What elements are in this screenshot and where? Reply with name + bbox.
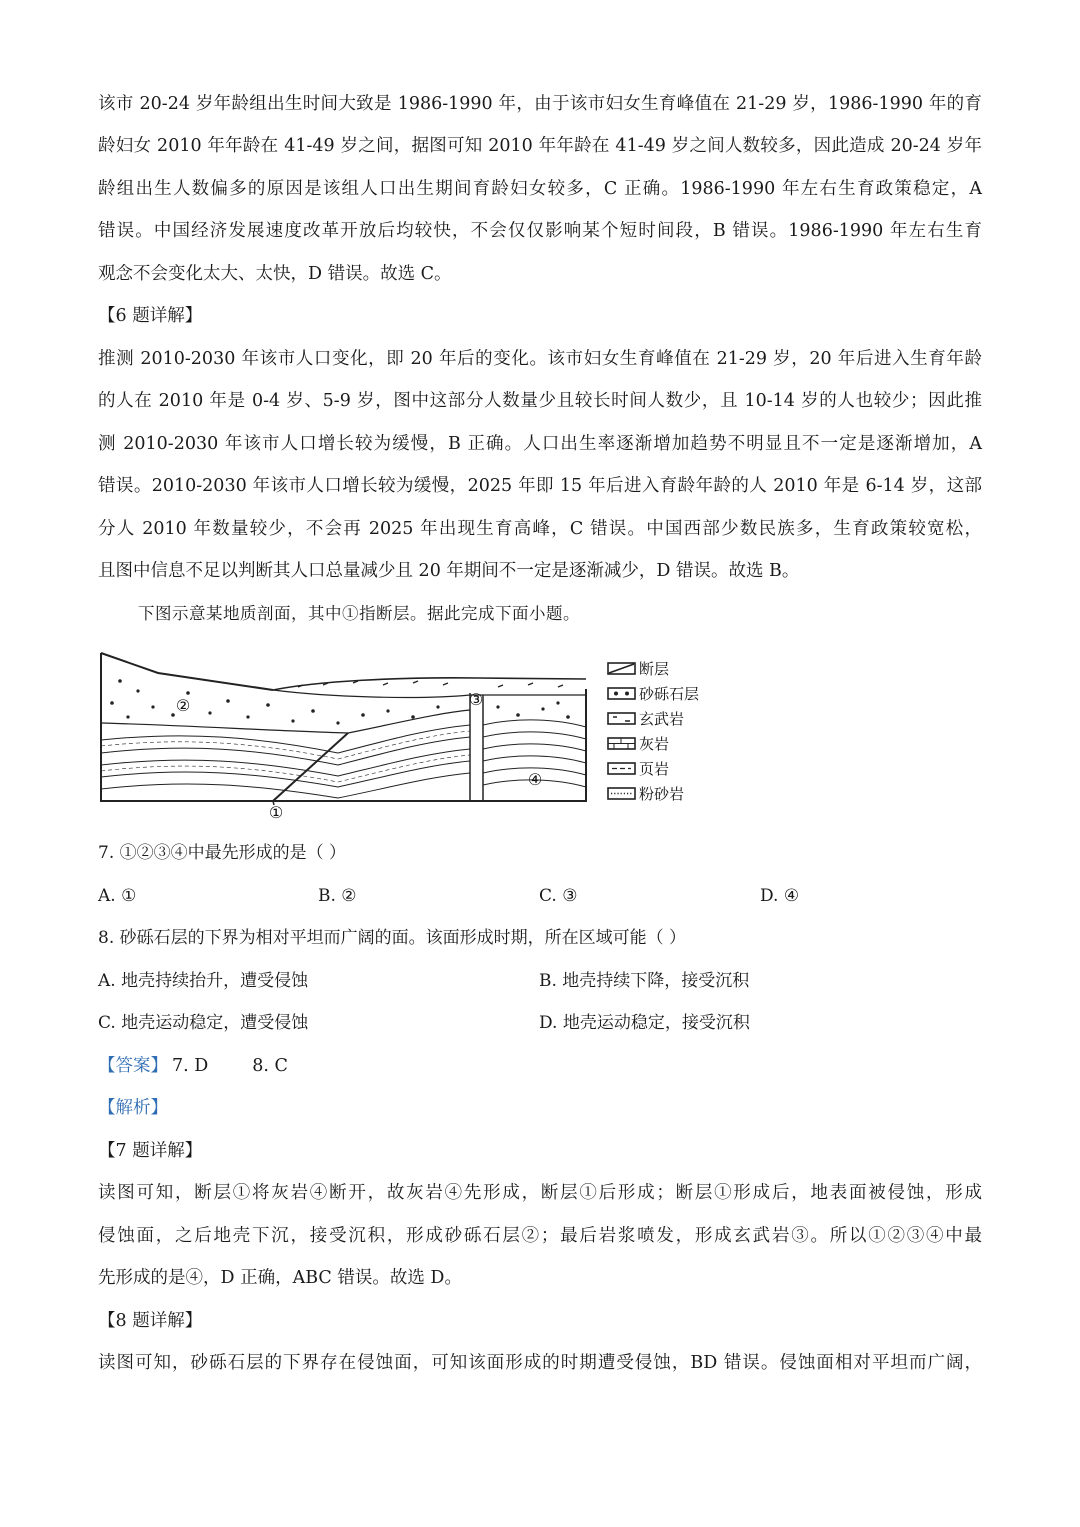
q7-stem: 7. ①②③④中最先形成的是（ ）: [98, 843, 347, 863]
legend-gravel: [608, 685, 699, 703]
marker-4: ④: [527, 770, 543, 789]
svg-text:页岩: 页岩: [639, 760, 670, 778]
q8-option-c: C. 地壳运动稳定，遭受侵蚀: [98, 1013, 309, 1033]
q7-heading: 【7 题详解】: [98, 1141, 203, 1161]
answer-8: 8. C: [252, 1056, 288, 1076]
para6-line-4: 错误。2010-2030 年该市人口增长较为缓慢，2025 年即 15 年后进入育龄年龄的人 2010 年是 6-14 岁，这部: [98, 476, 982, 496]
para5-line-4: 错误。中国经济发展速度改革开放后均较快，不会仅仅影响某个短时间段，B 错误。1986-1990 年左右生育: [98, 221, 982, 241]
q7-option-d: D. ④: [760, 886, 800, 906]
para6-line-5: 分人 2010 年数量较少，不会再 2025 年出现生育高峰，C 错误。中国西部少数民族多，生育政策较宽松，: [98, 519, 982, 539]
para5-line-1: 该市 20-24 岁年龄组出生时间大致是 1986-1990 年，由于该市妇女生育峰值在 21-29 岁，1986-1990 年的育: [98, 94, 982, 114]
para5-line-2: 龄妇女 2010 年年龄在 41-49 岁之间，据图可知 2010 年年龄在 41-49 岁之间人数较多，因此造成 20-24 岁年: [98, 136, 982, 156]
para6-line-1: 推测 2010-2030 年该市人口变化，即 20 年后的变化。该市妇女生育峰值在 21-29 岁，20 年后进入生育年龄: [98, 349, 982, 369]
figure-intro: 下图示意某地质剖面，其中①指断层。据此完成下面小题。: [138, 604, 580, 623]
answer-line: [98, 1054, 288, 1078]
svg-text:砂砾石层: 砂砾石层: [639, 685, 700, 703]
q7-option-a: A. ①: [98, 886, 137, 906]
para6-line-2: 的人在 2010 年是 0-4 岁、5-9 岁，图中这部分人数量少且较长时间人数少，且 10-14 岁的人也较少；因此推: [98, 391, 982, 411]
para7-line-1: 读图可知，断层①将灰岩④断开，故灰岩④先形成，断层①后形成；断层①形成后，地表面被侵蚀，形成: [98, 1183, 982, 1203]
legend-basalt: [608, 710, 684, 728]
svg-text:灰岩: 灰岩: [639, 735, 670, 753]
q7-option-c: C. ③: [539, 886, 578, 906]
answer-7: 7. D: [172, 1056, 209, 1076]
q7-option-b: B. ②: [318, 886, 357, 906]
svg-text:玄武岩: 玄武岩: [639, 710, 685, 728]
para7-line-3: 先形成的是④，D 正确，ABC 错误。故选 D。: [98, 1268, 462, 1288]
para5-line-5: 观念不会变化太大、太快，D 错误。故选 C。: [98, 264, 452, 284]
q8-option-a: A. 地壳持续抬升，遭受侵蚀: [98, 971, 309, 991]
para7-line-2: 侵蚀面，之后地壳下沉，接受沉积，形成砂砾石层②；最后岩浆喷发，形成玄武岩③。所以①②③④中最: [98, 1226, 982, 1246]
marker-3: ③: [468, 690, 484, 709]
para5-line-3: 龄组出生人数偏多的原因是该组人口出生期间育龄妇女较多，C 正确。1986-1990 年左右生育政策稳定，A: [98, 179, 982, 199]
legend-siltstone: [608, 785, 684, 803]
legend-limestone: [608, 735, 669, 753]
para8-line-1: 读图可知，砂砾石层的下界存在侵蚀面，可知该面形成的时期遭受侵蚀，BD 错误。侵蚀面相对平坦而广阔，: [98, 1353, 982, 1373]
para6-line-3: 测 2010-2030 年该市人口增长较为缓慢，B 正确。人口出生率逐渐增加趋势不明显且不一定是逐渐增加，A: [98, 434, 982, 454]
para6-line-6: 且图中信息不足以判断其人口总量减少且 20 年期间不一定是逐渐减少，D 错误。故选 B。: [98, 561, 800, 581]
marker-2: ②: [175, 696, 191, 715]
q8-stem: 8. 砂砾石层的下界为相对平坦而广阔的面。该面形成时期，所在区域可能（ ）: [98, 928, 687, 948]
q6-heading: 【6 题详解】: [98, 306, 203, 326]
geological-profile-figure: [98, 645, 718, 820]
legend-fault: [608, 660, 669, 678]
cross-section: [101, 653, 586, 820]
analysis-label: 【解析】: [98, 1098, 168, 1118]
legend: [608, 660, 699, 803]
legend-shale: [608, 760, 669, 778]
q8-heading: 【8 题详解】: [98, 1311, 203, 1331]
svg-text:断层: 断层: [639, 660, 670, 678]
marker-1: ①: [268, 803, 284, 820]
q8-option-d: D. 地壳运动稳定，接受沉积: [539, 1013, 750, 1033]
answer-label: 【答案】: [98, 1056, 168, 1076]
svg-text:粉砂岩: 粉砂岩: [639, 785, 685, 803]
q8-option-b: B. 地壳持续下降，接受沉积: [539, 971, 750, 991]
